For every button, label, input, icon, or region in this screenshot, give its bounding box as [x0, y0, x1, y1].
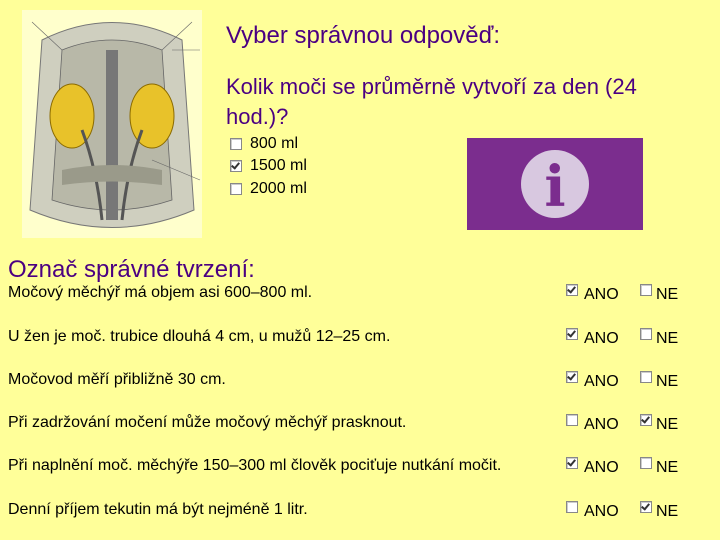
ne-checkbox[interactable] — [640, 328, 652, 340]
ne-checkbox[interactable] — [640, 414, 652, 426]
ne-checkbox[interactable] — [640, 284, 652, 296]
ano-label: ANO — [584, 286, 619, 303]
option-label: 800 ml — [250, 135, 299, 152]
ano-label: ANO — [584, 459, 619, 476]
statement-row — [8, 371, 708, 395]
ne-label: NE — [656, 503, 679, 520]
option-label: 2000 ml — [250, 180, 307, 197]
answer-option-1[interactable] — [230, 135, 298, 153]
statement-row — [8, 328, 708, 352]
statement-text: Močovod měří přibližně 30 cm. — [8, 371, 226, 388]
ano-label: ANO — [584, 416, 619, 433]
info-icon — [467, 138, 643, 230]
statement-row — [8, 284, 708, 308]
option-checkbox[interactable] — [230, 160, 242, 172]
ne-label: NE — [656, 373, 679, 390]
section-heading: Označ správné tvrzení: — [8, 256, 255, 283]
option-label: 1500 ml — [250, 157, 307, 174]
statement-text: Při naplnění moč. měchýře 150–300 ml člověk pociťuje nutkání močit. — [8, 457, 502, 474]
ano-checkbox[interactable] — [566, 501, 578, 513]
info-button[interactable] — [467, 138, 643, 230]
statement-row — [8, 457, 708, 481]
ne-label: NE — [656, 459, 679, 476]
ano-checkbox[interactable] — [566, 328, 578, 340]
statement-text: Močový měchýř má objem asi 600–800 ml. — [8, 284, 313, 301]
ne-checkbox[interactable] — [640, 371, 652, 383]
ano-checkbox[interactable] — [566, 284, 578, 296]
ne-checkbox[interactable] — [640, 457, 652, 469]
statement-row — [8, 501, 708, 525]
statement-text: Denní příjem tekutin má být nejméně 1 litr. — [8, 501, 308, 518]
question-text: Kolik moči se průměrně vytvoří za den (24 hod.)? — [226, 74, 637, 129]
statement-row — [8, 414, 708, 438]
ne-label: NE — [656, 416, 679, 433]
option-checkbox[interactable] — [230, 183, 242, 195]
ano-checkbox[interactable] — [566, 414, 578, 426]
answer-option-3[interactable] — [230, 180, 307, 198]
ne-label: NE — [656, 286, 679, 303]
ano-label: ANO — [584, 330, 619, 347]
ano-label: ANO — [584, 503, 619, 520]
ano-checkbox[interactable] — [566, 457, 578, 469]
statement-text: Při zadržování močení může močový měchýř prasknout. — [8, 414, 407, 431]
page-heading: Vyber správnou odpověď: — [226, 22, 501, 49]
svg-text:i: i — [544, 154, 566, 220]
option-checkbox[interactable] — [230, 138, 242, 150]
ne-label: NE — [656, 330, 679, 347]
ano-label: ANO — [584, 373, 619, 390]
answer-option-2[interactable] — [230, 157, 307, 175]
statement-text: U žen je moč. trubice dlouhá 4 cm, u mužů 12–25 cm. — [8, 328, 391, 345]
kidney-anatomy-illustration — [22, 10, 202, 238]
ano-checkbox[interactable] — [566, 371, 578, 383]
ne-checkbox[interactable] — [640, 501, 652, 513]
